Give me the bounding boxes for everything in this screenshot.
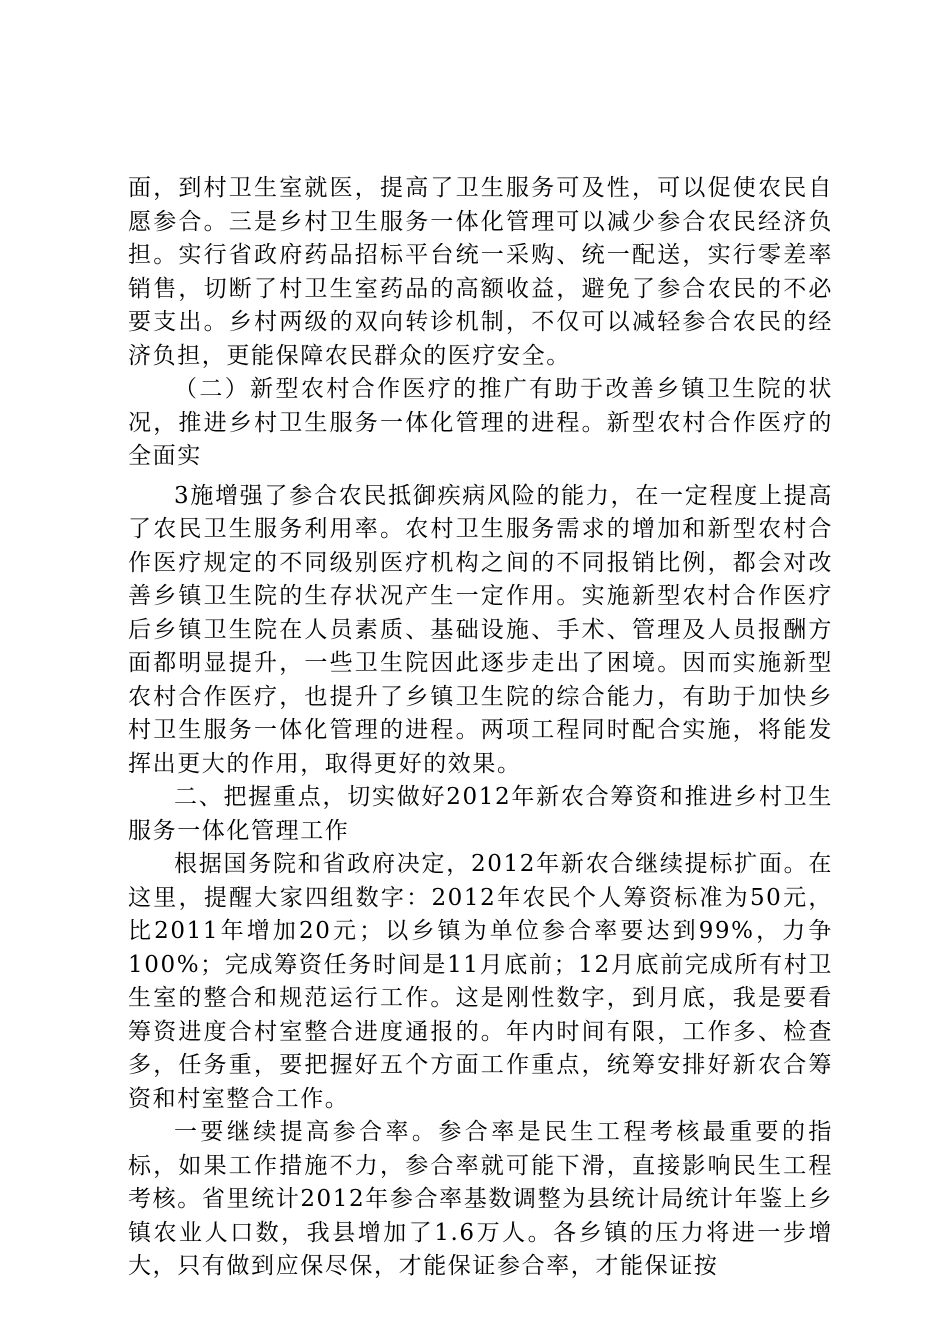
paragraph-key-figures: 根据国务院和省政府决定，2012年新农合继续提标扩面。在这里，提醒大家四组数字：2012年农民个人筹资标准为50元，比2011年增加20元；以乡镇为单位参合率要达到99%，力争100%；完成筹资任务时间是11月底前；12月底前完成所有村卫生室的整合和规范运行工作。这是刚性数字，到月底，我是要看筹资进度合村室整合进度通报的。年内时间有限，工作多、检查多，任务重，要把握好五个方面工作重点，统筹安排好新农合筹资和村室整合工作。 xyxy=(128,851,833,1112)
paragraph-implementation: 3施增强了参合农民抵御疾病风险的能力，在一定程度上提高了农民卫生服务利用率。农村卫生服务需求的增加和新型农村合作医疗规定的不同级别医疗机构之间的不同报销比例，都会对改善乡镇卫生院的生存状况产生一定作用。实施新型农村合作医疗后乡镇卫生院在人员素质、基础设施、手术、管理及人员报酬方面都明显提升，一些卫生院因此逐步走出了困境。因而实施新型农村合作医疗，也提升了乡镇卫生院的综合能力，有助于加快乡村卫生服务一体化管理的进程。两项工程同时配合实施，将能发挥出更大的作用，取得更好的效果。 xyxy=(128,482,833,777)
paragraph-section-2: （二）新型农村合作医疗的推广有助于改善乡镇卫生院的状况，推进乡村卫生服务一体化管理的进程。新型农村合作医疗的全面实 xyxy=(128,376,833,469)
section-heading-2: 二、把握重点，切实做好2012年新农合筹资和推进乡村卫生服务一体化管理工作 xyxy=(128,784,833,844)
paragraph-continuation: 面，到村卫生室就医，提高了卫生服务可及性，可以促使农民自愿参合。三是乡村卫生服务一体化管理可以减少参合农民经济负担。实行省政府药品招标平台统一采购、统一配送，实行零差率销售，切断了村卫生室药品的高额收益，避免了参合农民的不必要支出。乡村两级的双向转诊机制，不仅可以减轻参合农民的经济负担，更能保障农民群众的医疗安全。 xyxy=(128,175,833,369)
paragraph-participation-rate: 一要继续提高参合率。参合率是民生工程考核最重要的指标，如果工作措施不力，参合率就可能下滑，直接影响民生工程考核。省里统计2012年参合率基数调整为县统计局统计年鉴上乡镇农业人口数，我县增加了1.6万人。各乡镇的压力将进一步增大，只有做到应保尽保，才能保证参合率，才能保证按 xyxy=(128,1119,833,1279)
document-body xyxy=(128,172,833,1284)
